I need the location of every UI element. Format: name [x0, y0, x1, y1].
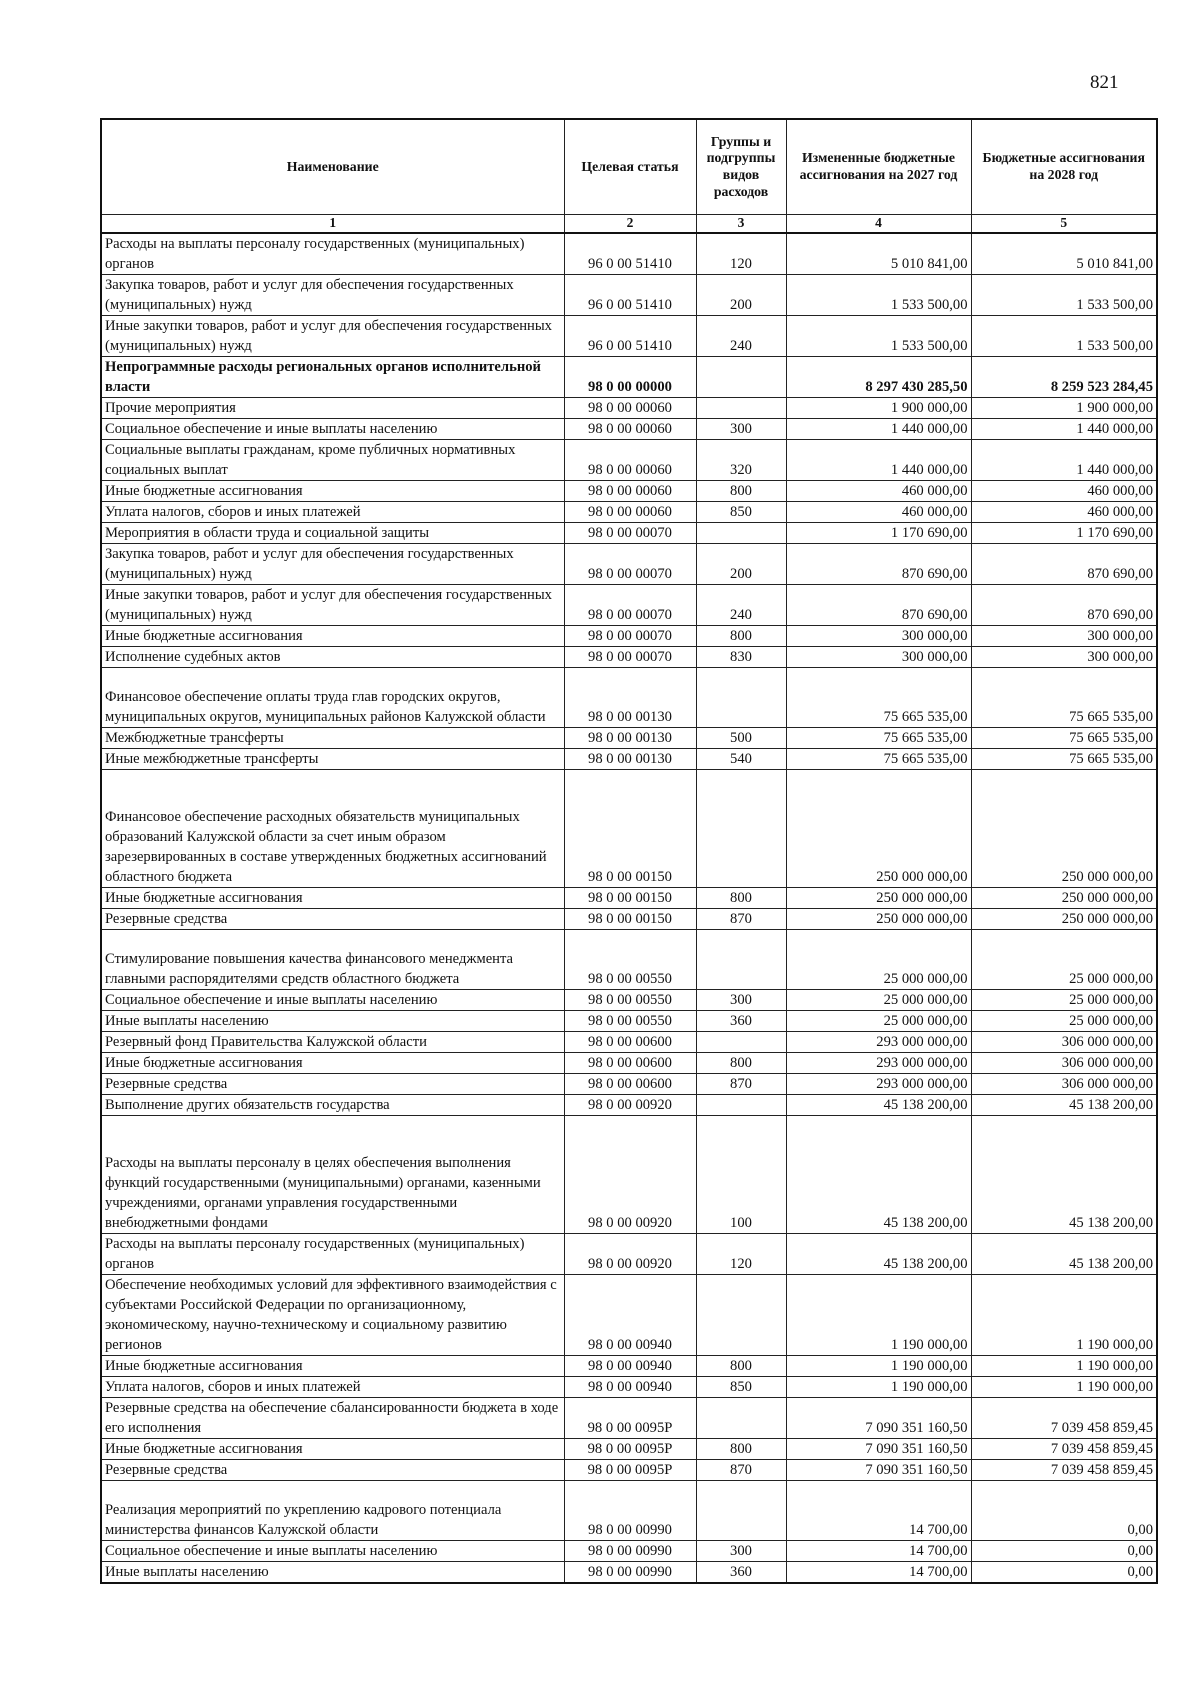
row-amount-2028: 8 259 523 284,45 [971, 357, 1157, 398]
row-target-article: 98 0 00 00000 [564, 357, 696, 398]
row-amount-2028: 7 039 458 859,45 [971, 1398, 1157, 1439]
row-target-article: 98 0 00 00150 [564, 888, 696, 909]
row-expense-group: 120 [696, 233, 786, 275]
table-row [101, 930, 1157, 990]
row-target-article: 96 0 00 51410 [564, 275, 696, 316]
row-amount-2028: 25 000 000,00 [971, 930, 1157, 990]
row-amount-2027: 14 700,00 [786, 1481, 971, 1541]
row-expense-group: 800 [696, 1439, 786, 1460]
table-row [101, 1095, 1157, 1116]
row-expense-group [696, 930, 786, 990]
row-expense-group: 870 [696, 1460, 786, 1481]
row-amount-2027: 293 000 000,00 [786, 1074, 971, 1095]
table-row [101, 1116, 1157, 1234]
row-name: Закупка товаров, работ и услуг для обеспечения государственных (муниципальных) нужд [101, 275, 564, 316]
row-name: Иные межбюджетные трансферты [101, 749, 564, 770]
table-row [101, 668, 1157, 728]
row-amount-2028: 45 138 200,00 [971, 1095, 1157, 1116]
page-number: 821 [1090, 72, 1119, 93]
table-row [101, 1562, 1157, 1584]
row-target-article: 98 0 00 00990 [564, 1562, 696, 1584]
row-expense-group [696, 1275, 786, 1356]
row-target-article: 98 0 00 0095P [564, 1460, 696, 1481]
row-name: Расходы на выплаты персоналу государственных (муниципальных) органов [101, 233, 564, 275]
header-budget-2028: Бюджетные ассигнования на 2028 год [971, 119, 1157, 215]
row-amount-2027: 250 000 000,00 [786, 909, 971, 930]
row-expense-group: 850 [696, 1377, 786, 1398]
row-amount-2027: 7 090 351 160,50 [786, 1398, 971, 1439]
row-name: Иные бюджетные ассигнования [101, 1356, 564, 1377]
row-target-article: 98 0 00 00070 [564, 647, 696, 668]
row-name: Социальное обеспечение и иные выплаты населению [101, 990, 564, 1011]
table-row [101, 523, 1157, 544]
table-row [101, 1398, 1157, 1439]
row-expense-group [696, 357, 786, 398]
row-amount-2028: 25 000 000,00 [971, 1011, 1157, 1032]
row-name: Выполнение других обязательств государства [101, 1095, 564, 1116]
row-expense-group: 800 [696, 1053, 786, 1074]
row-expense-group: 240 [696, 585, 786, 626]
row-target-article: 98 0 00 0095P [564, 1439, 696, 1460]
table-row [101, 749, 1157, 770]
row-expense-group: 320 [696, 440, 786, 481]
table-row [101, 1439, 1157, 1460]
row-target-article: 98 0 00 00920 [564, 1234, 696, 1275]
row-expense-group: 300 [696, 419, 786, 440]
column-number-5: 5 [971, 215, 1157, 234]
row-amount-2028: 1 190 000,00 [971, 1377, 1157, 1398]
table-row [101, 275, 1157, 316]
row-amount-2027: 250 000 000,00 [786, 888, 971, 909]
row-amount-2027: 75 665 535,00 [786, 728, 971, 749]
row-amount-2027: 45 138 200,00 [786, 1095, 971, 1116]
row-amount-2027: 75 665 535,00 [786, 749, 971, 770]
row-expense-group: 200 [696, 275, 786, 316]
row-name: Межбюджетные трансферты [101, 728, 564, 749]
row-amount-2027: 14 700,00 [786, 1541, 971, 1562]
row-name: Иные бюджетные ассигнования [101, 481, 564, 502]
row-amount-2027: 7 090 351 160,50 [786, 1460, 971, 1481]
table-body [101, 233, 1157, 1583]
budget-sheet [100, 118, 1156, 1584]
budget-table [100, 118, 1158, 1584]
row-expense-group: 300 [696, 1541, 786, 1562]
row-target-article: 98 0 00 00600 [564, 1032, 696, 1053]
table-header [101, 119, 1157, 233]
row-amount-2027: 1 440 000,00 [786, 440, 971, 481]
row-target-article: 98 0 00 00550 [564, 990, 696, 1011]
header-target-article: Целевая статья [564, 119, 696, 215]
row-amount-2028: 306 000 000,00 [971, 1032, 1157, 1053]
row-amount-2027: 1 533 500,00 [786, 275, 971, 316]
table-row [101, 647, 1157, 668]
row-target-article: 98 0 00 00150 [564, 909, 696, 930]
row-name: Уплата налогов, сборов и иных платежей [101, 1377, 564, 1398]
row-amount-2028: 1 440 000,00 [971, 440, 1157, 481]
row-expense-group: 800 [696, 481, 786, 502]
row-amount-2028: 7 039 458 859,45 [971, 1460, 1157, 1481]
column-number-3: 3 [696, 215, 786, 234]
row-amount-2028: 870 690,00 [971, 544, 1157, 585]
column-number-4: 4 [786, 215, 971, 234]
row-amount-2027: 460 000,00 [786, 502, 971, 523]
row-expense-group: 200 [696, 544, 786, 585]
row-amount-2028: 7 039 458 859,45 [971, 1439, 1157, 1460]
row-amount-2028: 0,00 [971, 1541, 1157, 1562]
row-target-article: 98 0 00 00130 [564, 728, 696, 749]
row-amount-2027: 45 138 200,00 [786, 1234, 971, 1275]
row-amount-2028: 460 000,00 [971, 481, 1157, 502]
row-target-article: 98 0 00 00060 [564, 502, 696, 523]
row-target-article: 98 0 00 00070 [564, 544, 696, 585]
row-amount-2027: 1 533 500,00 [786, 316, 971, 357]
row-amount-2027: 293 000 000,00 [786, 1053, 971, 1074]
table-row [101, 909, 1157, 930]
row-amount-2027: 7 090 351 160,50 [786, 1439, 971, 1460]
row-expense-group: 120 [696, 1234, 786, 1275]
row-amount-2027: 25 000 000,00 [786, 1011, 971, 1032]
row-target-article: 98 0 00 00060 [564, 398, 696, 419]
row-amount-2028: 1 190 000,00 [971, 1275, 1157, 1356]
row-amount-2027: 25 000 000,00 [786, 930, 971, 990]
row-expense-group [696, 668, 786, 728]
table-row [101, 233, 1157, 275]
row-amount-2027: 870 690,00 [786, 544, 971, 585]
row-amount-2027: 1 440 000,00 [786, 419, 971, 440]
row-name: Мероприятия в области труда и социальной защиты [101, 523, 564, 544]
row-target-article: 98 0 00 00940 [564, 1377, 696, 1398]
table-row [101, 1011, 1157, 1032]
row-amount-2028: 1 440 000,00 [971, 419, 1157, 440]
table-row [101, 1234, 1157, 1275]
row-expense-group [696, 1481, 786, 1541]
row-expense-group [696, 398, 786, 419]
row-target-article: 98 0 00 00060 [564, 440, 696, 481]
row-amount-2028: 75 665 535,00 [971, 668, 1157, 728]
row-amount-2028: 460 000,00 [971, 502, 1157, 523]
table-row [101, 990, 1157, 1011]
row-target-article: 98 0 00 0095P [564, 1398, 696, 1439]
row-name: Иные выплаты населению [101, 1011, 564, 1032]
row-amount-2027: 1 190 000,00 [786, 1377, 971, 1398]
row-name: Иные бюджетные ассигнования [101, 1053, 564, 1074]
table-row [101, 770, 1157, 888]
row-expense-group: 830 [696, 647, 786, 668]
row-target-article: 98 0 00 00940 [564, 1275, 696, 1356]
header-expense-groups: Группы и подгруппы видов расходов [696, 119, 786, 215]
row-expense-group [696, 523, 786, 544]
row-amount-2027: 1 190 000,00 [786, 1275, 971, 1356]
row-amount-2027: 1 190 000,00 [786, 1356, 971, 1377]
row-amount-2027: 300 000,00 [786, 647, 971, 668]
row-amount-2028: 0,00 [971, 1481, 1157, 1541]
row-expense-group: 870 [696, 909, 786, 930]
row-amount-2027: 5 010 841,00 [786, 233, 971, 275]
row-expense-group: 500 [696, 728, 786, 749]
row-expense-group: 800 [696, 888, 786, 909]
row-target-article: 98 0 00 00550 [564, 930, 696, 990]
row-amount-2028: 306 000 000,00 [971, 1053, 1157, 1074]
table-row [101, 481, 1157, 502]
table-row [101, 1356, 1157, 1377]
column-number-1: 1 [101, 215, 564, 234]
row-name: Резервные средства [101, 909, 564, 930]
row-amount-2028: 45 138 200,00 [971, 1234, 1157, 1275]
row-amount-2028: 25 000 000,00 [971, 990, 1157, 1011]
row-amount-2028: 300 000,00 [971, 647, 1157, 668]
row-amount-2028: 870 690,00 [971, 585, 1157, 626]
table-row [101, 502, 1157, 523]
table-row [101, 316, 1157, 357]
row-expense-group: 800 [696, 626, 786, 647]
row-expense-group: 800 [696, 1356, 786, 1377]
row-name: Иные бюджетные ассигнования [101, 888, 564, 909]
row-amount-2028: 1 170 690,00 [971, 523, 1157, 544]
row-amount-2028: 1 190 000,00 [971, 1356, 1157, 1377]
row-name: Закупка товаров, работ и услуг для обеспечения государственных (муниципальных) нужд [101, 544, 564, 585]
row-expense-group: 300 [696, 990, 786, 1011]
row-target-article: 98 0 00 00920 [564, 1095, 696, 1116]
row-expense-group [696, 770, 786, 888]
table-row [101, 1074, 1157, 1095]
row-expense-group: 870 [696, 1074, 786, 1095]
table-row [101, 544, 1157, 585]
row-amount-2027: 870 690,00 [786, 585, 971, 626]
row-target-article: 98 0 00 00990 [564, 1541, 696, 1562]
table-row [101, 626, 1157, 647]
row-name: Резервный фонд Правительства Калужской области [101, 1032, 564, 1053]
row-name: Прочие мероприятия [101, 398, 564, 419]
row-amount-2027: 1 900 000,00 [786, 398, 971, 419]
row-name: Социальные выплаты гражданам, кроме публичных нормативных социальных выплат [101, 440, 564, 481]
table-row [101, 1377, 1157, 1398]
row-amount-2027: 300 000,00 [786, 626, 971, 647]
row-expense-group: 850 [696, 502, 786, 523]
row-name: Исполнение судебных актов [101, 647, 564, 668]
table-row [101, 1053, 1157, 1074]
table-row [101, 1460, 1157, 1481]
row-name: Иные выплаты населению [101, 1562, 564, 1584]
column-number-2: 2 [564, 215, 696, 234]
row-name: Иные бюджетные ассигнования [101, 626, 564, 647]
table-row [101, 1275, 1157, 1356]
row-target-article: 98 0 00 00940 [564, 1356, 696, 1377]
row-amount-2027: 1 170 690,00 [786, 523, 971, 544]
row-amount-2028: 1 900 000,00 [971, 398, 1157, 419]
row-amount-2027: 293 000 000,00 [786, 1032, 971, 1053]
row-amount-2027: 8 297 430 285,50 [786, 357, 971, 398]
row-target-article: 98 0 00 00550 [564, 1011, 696, 1032]
row-target-article: 98 0 00 00130 [564, 749, 696, 770]
row-amount-2028: 1 533 500,00 [971, 275, 1157, 316]
row-amount-2028: 75 665 535,00 [971, 749, 1157, 770]
row-name: Уплата налогов, сборов и иных платежей [101, 502, 564, 523]
row-amount-2028: 306 000 000,00 [971, 1074, 1157, 1095]
row-target-article: 98 0 00 00130 [564, 668, 696, 728]
row-expense-group: 360 [696, 1011, 786, 1032]
row-name: Финансовое обеспечение расходных обязательств муниципальных образований Калужской области за счет иным образом зарезервированных в составе утвержденных бюджетных ассигнований областного бюджета [101, 770, 564, 888]
row-name: Расходы на выплаты персоналу государственных (муниципальных) органов [101, 1234, 564, 1275]
row-amount-2028: 250 000 000,00 [971, 770, 1157, 888]
row-target-article: 98 0 00 00070 [564, 626, 696, 647]
row-target-article: 98 0 00 00060 [564, 481, 696, 502]
row-amount-2028: 5 010 841,00 [971, 233, 1157, 275]
row-target-article: 98 0 00 00150 [564, 770, 696, 888]
table-row [101, 888, 1157, 909]
row-target-article: 98 0 00 00070 [564, 585, 696, 626]
table-row [101, 728, 1157, 749]
table-row [101, 1541, 1157, 1562]
row-name: Резервные средства [101, 1460, 564, 1481]
row-expense-group [696, 1032, 786, 1053]
row-name: Иные закупки товаров, работ и услуг для обеспечения государственных (муниципальных) нужд [101, 585, 564, 626]
table-row [101, 357, 1157, 398]
row-target-article: 98 0 00 00600 [564, 1074, 696, 1095]
row-target-article: 96 0 00 51410 [564, 316, 696, 357]
header-changed-2027: Измененные бюджетные ассигнования на 2027 год [786, 119, 971, 215]
row-name: Финансовое обеспечение оплаты труда глав городских округов, муниципальных округов, муниципальных районов Калужской области [101, 668, 564, 728]
row-expense-group: 360 [696, 1562, 786, 1584]
row-amount-2028: 1 533 500,00 [971, 316, 1157, 357]
table-row [101, 1032, 1157, 1053]
row-target-article: 96 0 00 51410 [564, 233, 696, 275]
row-name: Резервные средства [101, 1074, 564, 1095]
row-name: Резервные средства на обеспечение сбалансированности бюджета в ходе его исполнения [101, 1398, 564, 1439]
row-amount-2028: 45 138 200,00 [971, 1116, 1157, 1234]
row-expense-group [696, 1095, 786, 1116]
header-name: Наименование [101, 119, 564, 215]
row-expense-group [696, 1398, 786, 1439]
row-target-article: 98 0 00 00600 [564, 1053, 696, 1074]
row-name: Иные закупки товаров, работ и услуг для обеспечения государственных (муниципальных) нужд [101, 316, 564, 357]
row-name: Социальное обеспечение и иные выплаты населению [101, 1541, 564, 1562]
row-amount-2028: 75 665 535,00 [971, 728, 1157, 749]
row-amount-2028: 250 000 000,00 [971, 888, 1157, 909]
row-target-article: 98 0 00 00070 [564, 523, 696, 544]
row-target-article: 98 0 00 00990 [564, 1481, 696, 1541]
row-target-article: 98 0 00 00060 [564, 419, 696, 440]
row-amount-2027: 460 000,00 [786, 481, 971, 502]
row-name: Стимулирование повышения качества финансового менеджмента главными распорядителями средств областного бюджета [101, 930, 564, 990]
row-amount-2027: 45 138 200,00 [786, 1116, 971, 1234]
table-row [101, 419, 1157, 440]
row-amount-2028: 300 000,00 [971, 626, 1157, 647]
row-name: Обеспечение необходимых условий для эффективного взаимодействия с субъектами Российской Федерации по организационному, экономическому, научно-техническому и социальному развитию регионов [101, 1275, 564, 1356]
row-name: Иные бюджетные ассигнования [101, 1439, 564, 1460]
row-name: Непрограммные расходы региональных органов исполнительной власти [101, 357, 564, 398]
row-amount-2027: 75 665 535,00 [786, 668, 971, 728]
row-target-article: 98 0 00 00920 [564, 1116, 696, 1234]
row-name: Реализация мероприятий по укреплению кадрового потенциала министерства финансов Калужской области [101, 1481, 564, 1541]
row-amount-2027: 25 000 000,00 [786, 990, 971, 1011]
row-amount-2027: 14 700,00 [786, 1562, 971, 1584]
table-row [101, 1481, 1157, 1541]
row-name: Расходы на выплаты персоналу в целях обеспечения выполнения функций государственными (муниципальными) органами, казенными учреждениями, органами управления государственными внебюджетными фондами [101, 1116, 564, 1234]
row-amount-2028: 0,00 [971, 1562, 1157, 1584]
table-row [101, 440, 1157, 481]
row-expense-group: 240 [696, 316, 786, 357]
table-row [101, 585, 1157, 626]
row-amount-2027: 250 000 000,00 [786, 770, 971, 888]
row-amount-2028: 250 000 000,00 [971, 909, 1157, 930]
row-expense-group: 540 [696, 749, 786, 770]
row-name: Социальное обеспечение и иные выплаты населению [101, 419, 564, 440]
row-expense-group: 100 [696, 1116, 786, 1234]
table-row [101, 398, 1157, 419]
